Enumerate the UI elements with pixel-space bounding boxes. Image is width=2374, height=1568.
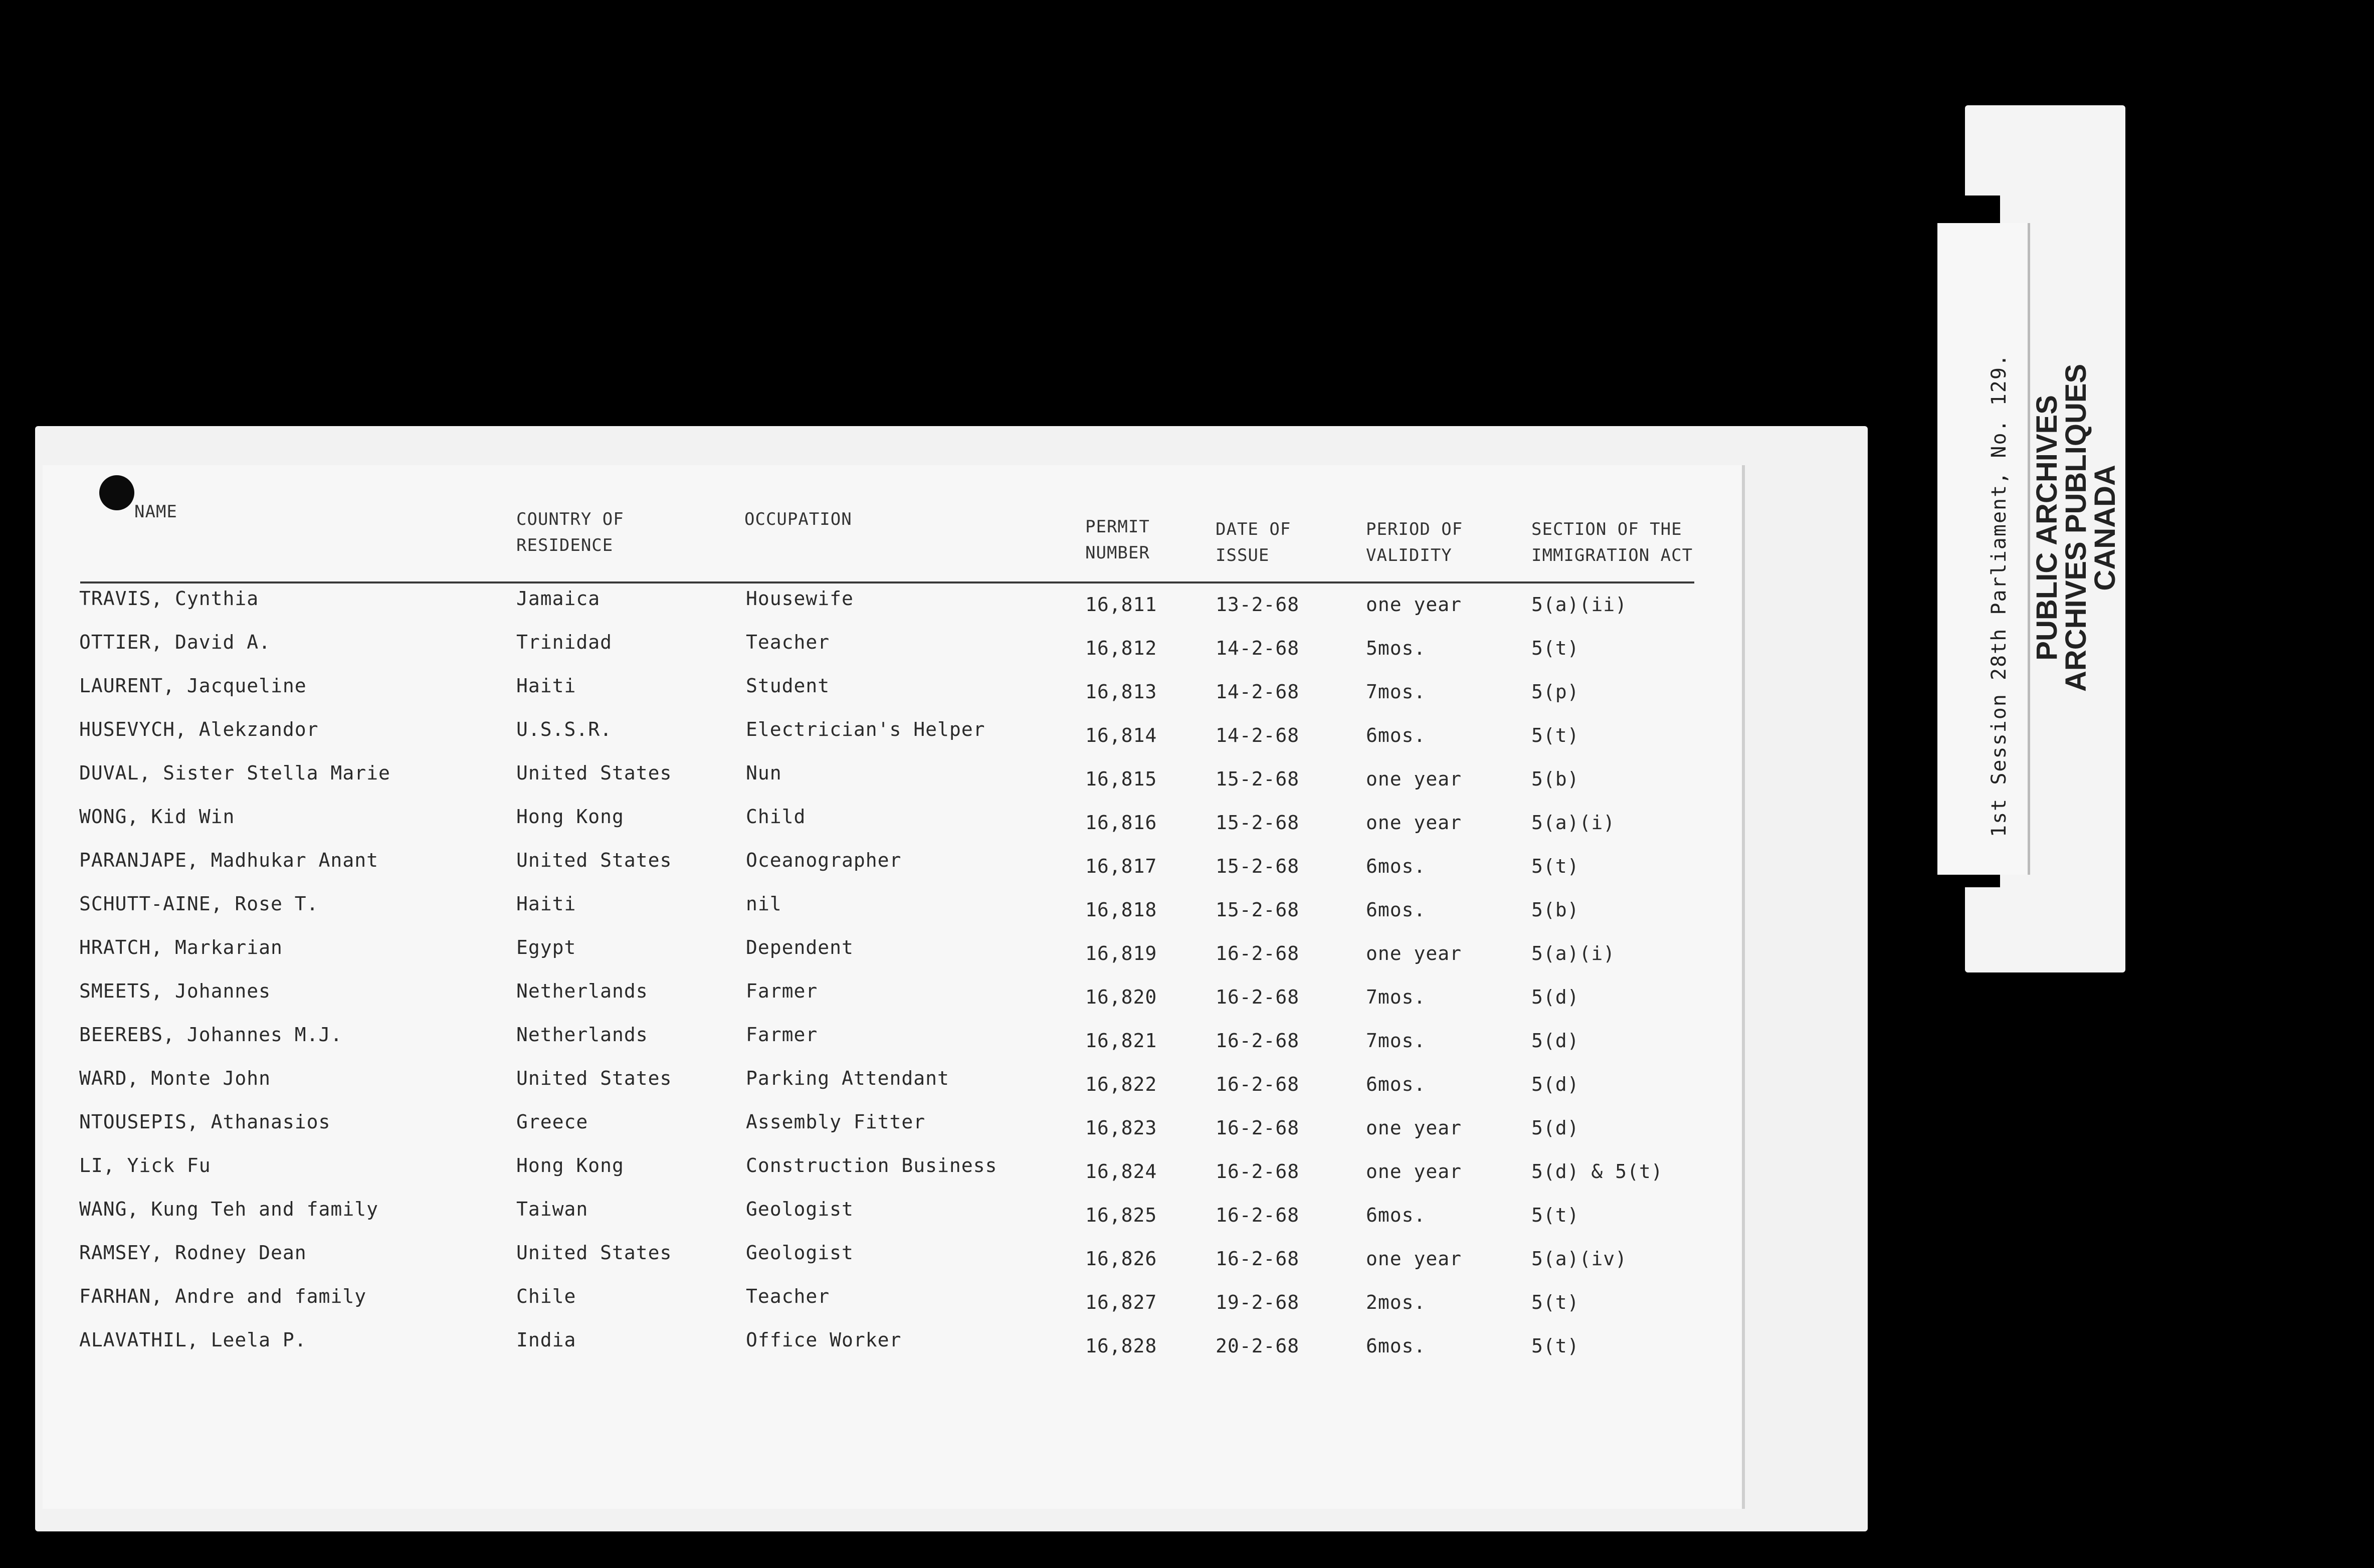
cell-name: LAURENT, Jacqueline xyxy=(79,675,307,697)
cell-name: NTOUSEPIS, Athanasios xyxy=(79,1111,331,1133)
cell-period: 2mos. xyxy=(1366,1291,1426,1313)
header-period: PERIOD OF VALIDITY xyxy=(1366,519,1463,565)
cell-date: 14-2-68 xyxy=(1216,637,1300,659)
cell-date: 13-2-68 xyxy=(1216,594,1300,616)
cell-section: 5(t) xyxy=(1531,1291,1579,1313)
cell-period: 6mos. xyxy=(1366,1073,1426,1095)
cell-date: 20-2-68 xyxy=(1216,1335,1300,1357)
cell-country: Hong Kong xyxy=(516,1154,624,1177)
cell-period: 5mos. xyxy=(1366,637,1426,659)
cell-permit: 16,811 xyxy=(1085,594,1157,616)
cell-period: 7mos. xyxy=(1366,681,1426,703)
cell-date: 19-2-68 xyxy=(1216,1291,1300,1313)
cell-period: one year xyxy=(1366,768,1462,790)
cell-occupation: Student xyxy=(746,675,830,697)
cell-date: 16-2-68 xyxy=(1216,1030,1300,1052)
cell-name: WONG, Kid Win xyxy=(79,806,235,828)
cell-period: 6mos. xyxy=(1366,724,1426,746)
cell-date: 16-2-68 xyxy=(1216,942,1300,964)
cell-section: 5(a)(i) xyxy=(1531,942,1616,964)
cell-name: TRAVIS, Cynthia xyxy=(79,587,259,610)
cell-occupation: Farmer xyxy=(746,980,818,1002)
cell-section: 5(p) xyxy=(1531,681,1579,703)
cell-name: RAMSEY, Rodney Dean xyxy=(79,1242,307,1264)
cell-section: 5(d) xyxy=(1531,1030,1579,1052)
cell-name: ALAVATHIL, Leela P. xyxy=(79,1329,307,1351)
cell-section: 5(d) xyxy=(1531,986,1579,1008)
cell-country: Egypt xyxy=(516,936,576,958)
cell-occupation: Electrician's Helper xyxy=(746,718,985,740)
cell-section: 5(b) xyxy=(1531,899,1579,921)
cell-section: 5(t) xyxy=(1531,637,1579,659)
cell-name: OTTIER, David A. xyxy=(79,631,271,653)
cell-permit: 16,815 xyxy=(1085,768,1157,790)
cell-permit: 16,821 xyxy=(1085,1030,1157,1052)
cell-country: Chile xyxy=(516,1285,576,1307)
cell-date: 16-2-68 xyxy=(1216,1204,1300,1226)
cell-permit: 16,822 xyxy=(1085,1073,1157,1095)
header-rule xyxy=(80,581,1694,583)
cell-name: SMEETS, Johannes xyxy=(79,980,271,1002)
cell-period: 6mos. xyxy=(1366,1204,1426,1226)
archives-line-3: CANADA xyxy=(2089,465,2121,591)
cell-period: 6mos. xyxy=(1366,1335,1426,1357)
cell-name: WARD, Monte John xyxy=(79,1067,271,1089)
document-sheet xyxy=(43,465,1745,1509)
cell-country: Greece xyxy=(516,1111,588,1133)
header-permit: PERMIT NUMBER xyxy=(1085,517,1150,563)
cell-occupation: Teacher xyxy=(746,631,830,653)
cell-period: one year xyxy=(1366,594,1462,616)
cell-country: Trinidad xyxy=(516,631,613,653)
punch-hole xyxy=(99,475,134,510)
cell-country: Taiwan xyxy=(516,1198,588,1220)
cell-name: PARANJAPE, Madhukar Anant xyxy=(79,849,378,871)
cell-section: 5(t) xyxy=(1531,724,1579,746)
cell-section: 5(d) xyxy=(1531,1117,1579,1139)
cell-occupation: Geologist xyxy=(746,1198,854,1220)
cell-permit: 16,828 xyxy=(1085,1335,1157,1357)
cell-section: 5(t) xyxy=(1531,855,1579,877)
cell-permit: 16,812 xyxy=(1085,637,1157,659)
cell-name: SCHUTT-AINE, Rose T. xyxy=(79,893,319,915)
cell-permit: 16,817 xyxy=(1085,855,1157,877)
cell-country: Jamaica xyxy=(516,587,601,610)
cell-occupation: Construction Business xyxy=(746,1154,998,1177)
cell-occupation: Housewife xyxy=(746,587,854,610)
archives-line-1: PUBLIC ARCHIVES xyxy=(2031,395,2063,661)
cell-period: one year xyxy=(1366,812,1462,834)
cell-country: United States xyxy=(516,849,672,871)
cell-country: Netherlands xyxy=(516,1024,648,1046)
cell-name: HRATCH, Markarian xyxy=(79,936,283,958)
cell-date: 16-2-68 xyxy=(1216,1073,1300,1095)
header-country: COUNTRY OF RESIDENCE xyxy=(516,509,624,555)
cell-country: United States xyxy=(516,762,672,784)
cell-occupation: Assembly Fitter xyxy=(746,1111,926,1133)
header-occupation: OCCUPATION xyxy=(744,509,852,529)
cell-date: 15-2-68 xyxy=(1216,812,1300,834)
cell-name: BEEREBS, Johannes M.J. xyxy=(79,1024,343,1046)
cell-permit: 16,827 xyxy=(1085,1291,1157,1313)
cell-period: 7mos. xyxy=(1366,1030,1426,1052)
cell-permit: 16,823 xyxy=(1085,1117,1157,1139)
cell-name: WANG, Kung Teh and family xyxy=(79,1198,378,1220)
cell-date: 14-2-68 xyxy=(1216,724,1300,746)
cell-occupation: Dependent xyxy=(746,936,854,958)
cell-section: 5(a)(i) xyxy=(1531,812,1616,834)
cell-section: 5(b) xyxy=(1531,768,1579,790)
cell-permit: 16,814 xyxy=(1085,724,1157,746)
cell-permit: 16,818 xyxy=(1085,899,1157,921)
archives-stamp xyxy=(2033,364,2120,692)
cell-permit: 16,825 xyxy=(1085,1204,1157,1226)
cell-occupation: nil xyxy=(746,893,782,915)
cell-occupation: Oceanographer xyxy=(746,849,902,871)
cell-country: United States xyxy=(516,1242,672,1264)
cell-country: U.S.S.R. xyxy=(516,718,613,740)
cell-name: DUVAL, Sister Stella Marie xyxy=(79,762,390,784)
archives-line-2: ARCHIVES PUBLIQUES xyxy=(2060,363,2092,692)
cell-permit: 16,820 xyxy=(1085,986,1157,1008)
cell-date: 16-2-68 xyxy=(1216,1117,1300,1139)
cell-country: United States xyxy=(516,1067,672,1089)
cell-permit: 16,813 xyxy=(1085,681,1157,703)
cell-occupation: Teacher xyxy=(746,1285,830,1307)
cell-name: HUSEVYCH, Alekzandor xyxy=(79,718,319,740)
cell-occupation: Office Worker xyxy=(746,1329,902,1351)
cell-section: 5(a)(ii) xyxy=(1531,594,1628,616)
cell-period: one year xyxy=(1366,1248,1462,1270)
header-date: DATE OF ISSUE xyxy=(1216,519,1291,565)
cell-date: 16-2-68 xyxy=(1216,986,1300,1008)
cell-country: Haiti xyxy=(516,893,576,915)
cell-section: 5(d) & 5(t) xyxy=(1531,1160,1663,1183)
cell-name: FARHAN, Andre and family xyxy=(79,1285,367,1307)
archive-tab-slip xyxy=(1937,223,2030,875)
cell-period: 6mos. xyxy=(1366,855,1426,877)
cell-name: LI, Yick Fu xyxy=(79,1154,211,1177)
cell-permit: 16,819 xyxy=(1085,942,1157,964)
cell-country: India xyxy=(516,1329,576,1351)
cell-section: 5(d) xyxy=(1531,1073,1579,1095)
cell-period: one year xyxy=(1366,1117,1462,1139)
cell-country: Haiti xyxy=(516,675,576,697)
cell-period: one year xyxy=(1366,1160,1462,1183)
cell-section: 5(t) xyxy=(1531,1335,1579,1357)
session-reference: 1st Session 28th Parliament, No. 129. xyxy=(1988,353,2011,837)
cell-period: one year xyxy=(1366,942,1462,964)
cell-occupation: Nun xyxy=(746,762,782,784)
cell-occupation: Farmer xyxy=(746,1024,818,1046)
cell-period: 7mos. xyxy=(1366,986,1426,1008)
cell-date: 14-2-68 xyxy=(1216,681,1300,703)
cell-period: 6mos. xyxy=(1366,899,1426,921)
cell-permit: 16,816 xyxy=(1085,812,1157,834)
cell-permit: 16,826 xyxy=(1085,1248,1157,1270)
cell-date: 15-2-68 xyxy=(1216,768,1300,790)
cell-occupation: Child xyxy=(746,806,806,828)
cell-occupation: Parking Attendant xyxy=(746,1067,949,1089)
header-section: SECTION OF THE IMMIGRATION ACT xyxy=(1531,519,1693,565)
cell-date: 16-2-68 xyxy=(1216,1160,1300,1183)
cell-date: 15-2-68 xyxy=(1216,855,1300,877)
cell-country: Netherlands xyxy=(516,980,648,1002)
cell-occupation: Geologist xyxy=(746,1242,854,1264)
cell-section: 5(t) xyxy=(1531,1204,1579,1226)
cell-date: 16-2-68 xyxy=(1216,1248,1300,1270)
header-name: NAME xyxy=(134,502,177,522)
cell-date: 15-2-68 xyxy=(1216,899,1300,921)
cell-section: 5(a)(iv) xyxy=(1531,1248,1628,1270)
cell-permit: 16,824 xyxy=(1085,1160,1157,1183)
cell-country: Hong Kong xyxy=(516,806,624,828)
